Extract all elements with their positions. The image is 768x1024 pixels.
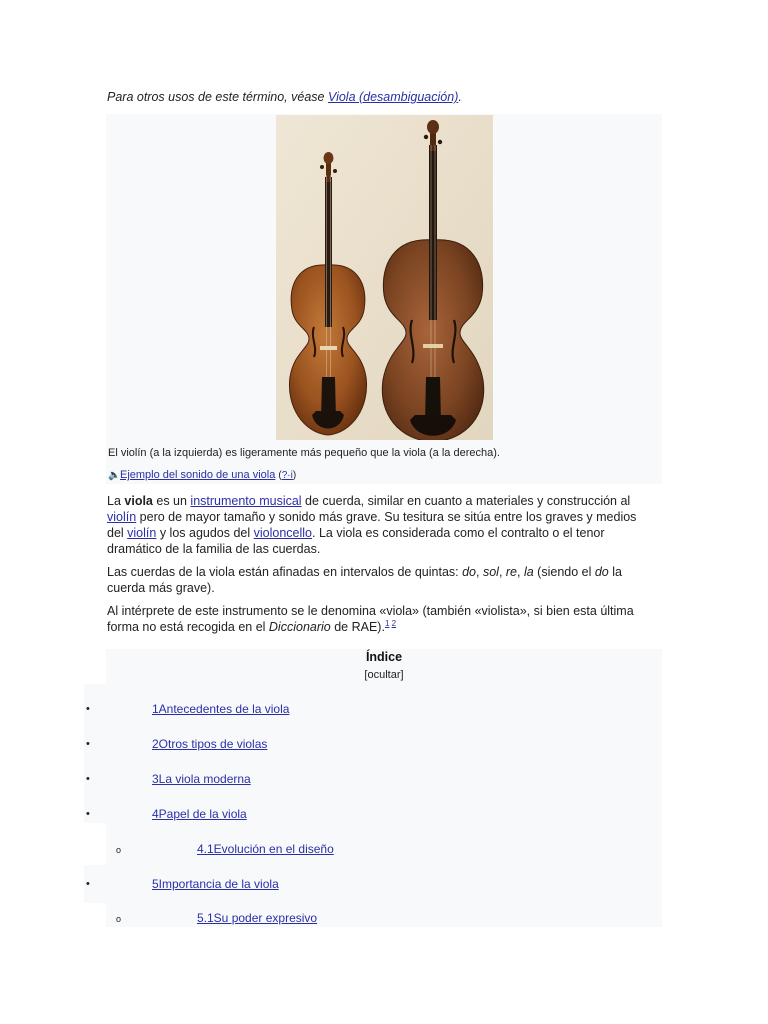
toc-toggle[interactable]: [ocultar] bbox=[364, 669, 404, 681]
toc-bullet: • bbox=[86, 878, 90, 890]
disambiguation-link[interactable]: Viola (desambiguación) bbox=[327, 90, 459, 104]
toc-subbullet: o bbox=[116, 914, 122, 924]
text: y los agudos del bbox=[156, 526, 254, 540]
link-violin[interactable]: violín bbox=[107, 510, 137, 524]
text: la cuerda más grave). bbox=[107, 565, 622, 595]
toc-bullet: • bbox=[86, 808, 90, 820]
toc-bullet: • bbox=[86, 738, 90, 750]
toc-bullet: • bbox=[86, 703, 90, 715]
toc-item-poder-expresivo[interactable]: 5.1Su poder expresivo bbox=[197, 911, 318, 925]
hatnote-prefix: Para otros usos de este término, véase bbox=[107, 90, 328, 104]
toc-item-otros-tipos[interactable]: 2Otros tipos de violas bbox=[152, 737, 268, 751]
text: La bbox=[107, 494, 125, 508]
violin-viola-photo[interactable] bbox=[276, 115, 493, 440]
text: Al intérprete de este instrumento se le denomina «viola» (también «violista», si bien esta última forma no está recogida en el bbox=[107, 604, 634, 634]
link-violin-2[interactable]: violín bbox=[127, 526, 157, 540]
text: pero de mayor tamaño y sonido más grave. Su tesitura se sitúa entre los graves y medios del bbox=[107, 510, 637, 540]
infobox-figure bbox=[106, 114, 662, 484]
toc-item-viola-moderna[interactable]: 3La viola moderna bbox=[152, 772, 251, 786]
note-do: do bbox=[462, 565, 476, 579]
note-re: re bbox=[505, 565, 518, 579]
term-viola: viola bbox=[124, 494, 153, 508]
text: , bbox=[498, 565, 506, 579]
text: Las cuerdas de la viola están afinadas en intervalos de quintas: bbox=[107, 565, 463, 579]
toc-subbullet: o bbox=[116, 845, 122, 855]
reference-2[interactable]: 2 bbox=[391, 618, 397, 628]
toc-item-evolucion[interactable]: 4.1Evolución en el diseño bbox=[197, 842, 334, 856]
toc-bullet: • bbox=[86, 773, 90, 785]
paragraph-intro bbox=[107, 493, 655, 557]
toc-item-papel[interactable]: 4Papel de la viola bbox=[152, 807, 247, 821]
text: . La viola es considerada como el contralto o el tenor dramático de la familia de las cuerdas. bbox=[107, 526, 605, 556]
audio-help-link[interactable]: ?·i bbox=[281, 470, 293, 481]
link-instrumento-musical[interactable]: instrumento musical bbox=[190, 494, 302, 508]
text: de cuerda, similar en cuanto a materiales y construcción al bbox=[301, 494, 631, 508]
text: , bbox=[476, 565, 483, 579]
paragraph-strings bbox=[107, 564, 655, 596]
toc-item-antecedentes[interactable]: 1Antecedentes de la viola bbox=[152, 702, 290, 716]
note-do-2: do bbox=[594, 565, 609, 579]
audio-sample: 🔈Ejemplo del sonido de una viola (?·i) bbox=[108, 469, 297, 481]
paragraph-performer bbox=[107, 603, 655, 635]
text: (siendo el bbox=[533, 565, 595, 579]
speaker-icon[interactable]: 🔈 bbox=[108, 470, 121, 481]
toc-title: Índice bbox=[365, 650, 403, 664]
dictionary-name: Diccionario bbox=[268, 620, 331, 634]
audio-sample-link[interactable]: Ejemplo del sonido de una viola bbox=[120, 469, 276, 481]
text: de RAE). bbox=[330, 620, 385, 634]
text: es un bbox=[152, 494, 191, 508]
reference-1[interactable]: 1 bbox=[384, 618, 390, 628]
note-la: la bbox=[523, 565, 534, 579]
violin-viola-illustration bbox=[276, 115, 493, 440]
note-sol: sol bbox=[482, 565, 499, 579]
hatnote-suffix: . bbox=[458, 90, 462, 104]
text: , bbox=[517, 565, 524, 579]
link-violoncello[interactable]: violoncello bbox=[253, 526, 313, 540]
toc-item-importancia[interactable]: 5Importancia de la viola bbox=[152, 877, 279, 891]
figure-caption: El violín (a la izquierda) es ligeramente más pequeño que la viola (a la derecha). bbox=[108, 447, 500, 459]
hatnote bbox=[107, 90, 462, 104]
